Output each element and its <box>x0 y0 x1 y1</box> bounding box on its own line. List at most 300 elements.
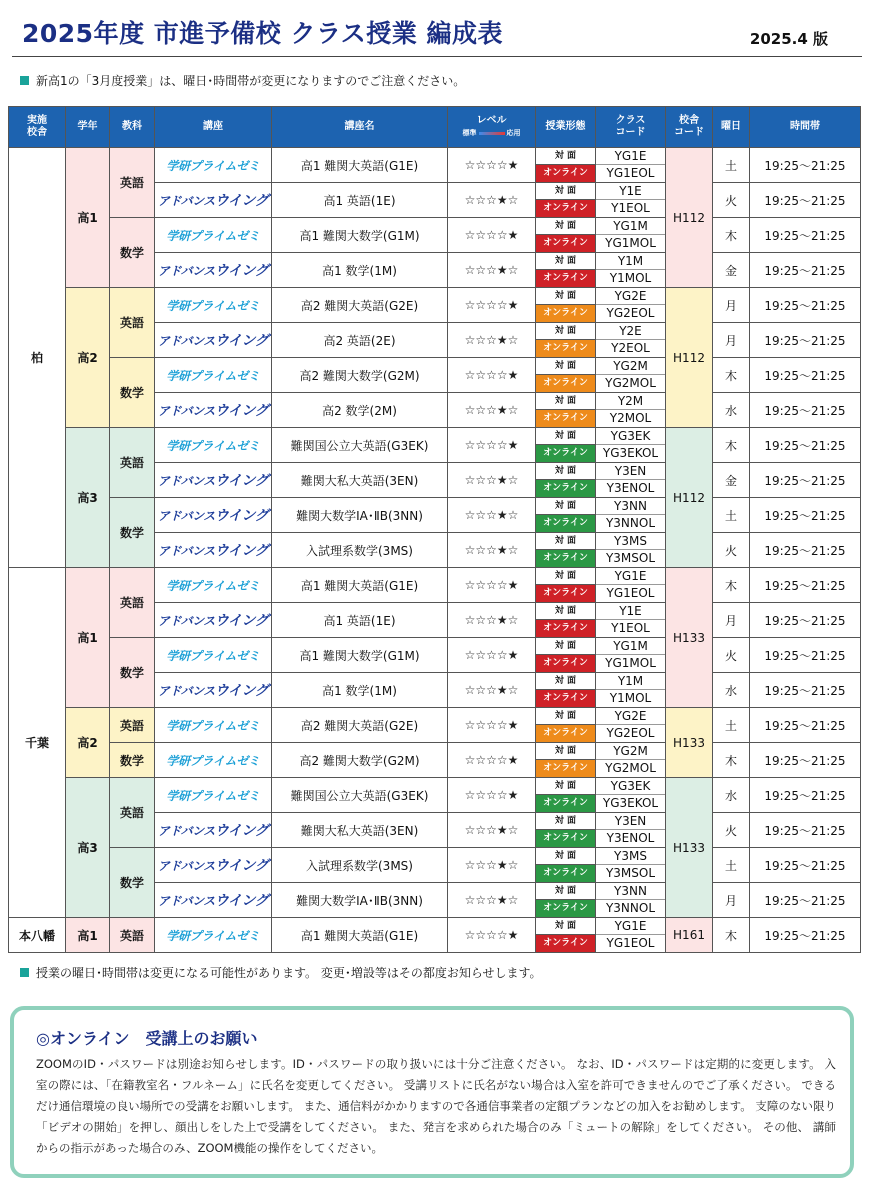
format-cell <box>536 218 596 253</box>
format-face: 対 面 <box>536 253 595 270</box>
campus-cell: 本八幡 <box>9 918 66 953</box>
subject-cell: 数学 <box>110 743 155 778</box>
format-online: オンライン <box>536 585 595 602</box>
class-code-online: YG3EKOL <box>596 795 665 812</box>
prime-zemi-logo: 学研プライムゼミ <box>166 788 260 803</box>
course-name-cell: 高1 難関大数学(G1M) <box>272 218 448 253</box>
class-code-face: YG2E <box>596 288 665 305</box>
campus-code-cell: H112 <box>666 288 713 428</box>
table-row <box>9 778 861 813</box>
class-code-cell <box>596 778 666 813</box>
level-stars: ☆☆☆☆★ <box>448 743 536 778</box>
lecture-brand-cell <box>155 708 272 743</box>
format-online: オンライン <box>536 235 595 252</box>
footer-note-text: 授業の曜日･時間帯は変更になる可能性があります。 変更･増設等はその都度お知らせします。 <box>36 966 542 980</box>
time-cell: 19:25～21:25 <box>750 428 861 463</box>
online-notice-box <box>10 1006 854 1178</box>
class-code-online: Y3ENOL <box>596 830 665 847</box>
subject-cell: 英語 <box>110 778 155 848</box>
class-code-cell <box>596 743 666 778</box>
course-name-cell: 高2 数学(2M) <box>272 393 448 428</box>
course-name-cell: 高2 難関大英語(G2E) <box>272 708 448 743</box>
table-row <box>9 568 861 603</box>
advance-wing-logo: アドバンスウイング <box>157 193 269 209</box>
header-grade: 学年 <box>66 107 110 148</box>
campus-cell: 千葉 <box>9 568 66 918</box>
lecture-brand-cell <box>155 603 272 638</box>
subject-cell: 数学 <box>110 848 155 918</box>
class-code-cell <box>596 358 666 393</box>
format-face: 対 面 <box>536 218 595 235</box>
day-cell: 火 <box>713 183 750 218</box>
time-cell: 19:25～21:25 <box>750 218 861 253</box>
class-code-face: Y1E <box>596 183 665 200</box>
class-code-online: Y3NNOL <box>596 515 665 532</box>
time-cell: 19:25～21:25 <box>750 533 861 568</box>
grade-cell: 高1 <box>66 918 110 953</box>
time-cell: 19:25～21:25 <box>750 813 861 848</box>
day-cell: 月 <box>713 883 750 918</box>
format-online: オンライン <box>536 725 595 742</box>
prime-zemi-logo: 学研プライムゼミ <box>166 753 260 768</box>
format-face: 対 面 <box>536 848 595 865</box>
format-cell <box>536 148 596 183</box>
format-online: オンライン <box>536 620 595 637</box>
subject-cell: 英語 <box>110 708 155 743</box>
class-code-cell <box>596 253 666 288</box>
format-face: 対 面 <box>536 603 595 620</box>
table-row <box>9 288 861 323</box>
format-face: 対 面 <box>536 323 595 340</box>
day-cell: 土 <box>713 848 750 883</box>
format-face: 対 面 <box>536 358 595 375</box>
advance-wing-logo: アドバンスウイング <box>157 333 269 349</box>
class-code-online: Y1MOL <box>596 690 665 707</box>
page-title: 2025年度 市進予備校 クラス授業 編成表 <box>22 19 503 48</box>
course-name-cell: 高1 英語(1E) <box>272 603 448 638</box>
online-notice-title: ◎オンライン 受講上のお願い <box>36 1029 258 1048</box>
format-cell <box>536 743 596 778</box>
advance-wing-logo: アドバンスウイング <box>157 613 269 629</box>
subject-cell: 英語 <box>110 918 155 953</box>
grade-cell: 高2 <box>66 708 110 778</box>
class-code-online: YG3EKOL <box>596 445 665 462</box>
class-code-cell <box>596 918 666 953</box>
lecture-brand-cell <box>155 148 272 183</box>
format-online: オンライン <box>536 515 595 532</box>
class-code-online: Y2EOL <box>596 340 665 357</box>
format-face: 対 面 <box>536 288 595 305</box>
advance-wing-logo: アドバンスウイング <box>157 543 269 559</box>
day-cell: 月 <box>713 603 750 638</box>
class-code-cell <box>596 673 666 708</box>
class-code-cell <box>596 603 666 638</box>
lecture-brand-cell <box>155 253 272 288</box>
lecture-brand-cell <box>155 428 272 463</box>
square-bullet-icon <box>20 968 29 977</box>
class-code-online: YG1EOL <box>596 585 665 602</box>
table-row <box>9 358 861 393</box>
day-cell: 木 <box>713 428 750 463</box>
table-row <box>9 428 861 463</box>
course-name-cell: 高1 数学(1M) <box>272 253 448 288</box>
header-class-code: クラス コード <box>596 107 666 148</box>
day-cell: 火 <box>713 533 750 568</box>
class-code-face: YG3EK <box>596 778 665 795</box>
grade-cell: 高1 <box>66 148 110 288</box>
class-code-face: Y3EN <box>596 463 665 480</box>
header-level: レベル 標準 応用 <box>448 107 536 148</box>
class-code-online: Y3ENOL <box>596 480 665 497</box>
time-cell: 19:25～21:25 <box>750 778 861 813</box>
level-stars: ☆☆☆★☆ <box>448 393 536 428</box>
class-code-face: YG1E <box>596 918 665 935</box>
format-cell <box>536 673 596 708</box>
day-cell: 水 <box>713 778 750 813</box>
day-cell: 月 <box>713 323 750 358</box>
header-subject: 教科 <box>110 107 155 148</box>
day-cell: 火 <box>713 638 750 673</box>
class-code-face: Y1E <box>596 603 665 620</box>
class-code-face: Y1M <box>596 253 665 270</box>
subject-cell: 数学 <box>110 358 155 428</box>
advance-wing-logo: アドバンスウイング <box>157 403 269 419</box>
notice <box>20 72 465 89</box>
class-code-online: YG1EOL <box>596 935 665 952</box>
format-face: 対 面 <box>536 498 595 515</box>
course-name-cell: 高2 難関大英語(G2E) <box>272 288 448 323</box>
campus-code-cell: H112 <box>666 428 713 568</box>
format-face: 対 面 <box>536 568 595 585</box>
course-name-cell: 高2 英語(2E) <box>272 323 448 358</box>
level-stars: ☆☆☆☆★ <box>448 428 536 463</box>
advance-wing-logo: アドバンスウイング <box>157 473 269 489</box>
prime-zemi-logo: 学研プライムゼミ <box>166 438 260 453</box>
format-online: オンライン <box>536 935 595 952</box>
level-stars: ☆☆☆★☆ <box>448 463 536 498</box>
time-cell: 19:25～21:25 <box>750 288 861 323</box>
class-code-online: Y2MOL <box>596 410 665 427</box>
advance-wing-logo: アドバンスウイング <box>157 508 269 524</box>
course-name-cell: 高1 難関大数学(G1M) <box>272 638 448 673</box>
table-row <box>9 638 861 673</box>
time-cell: 19:25～21:25 <box>750 708 861 743</box>
format-face: 対 面 <box>536 813 595 830</box>
course-name-cell: 難関国公立大英語(G3EK) <box>272 428 448 463</box>
format-cell <box>536 918 596 953</box>
format-cell <box>536 288 596 323</box>
class-code-cell <box>596 883 666 918</box>
header-campus: 実施 校舎 <box>9 107 66 148</box>
class-code-cell <box>596 533 666 568</box>
format-online: オンライン <box>536 410 595 427</box>
format-cell <box>536 253 596 288</box>
day-cell: 火 <box>713 813 750 848</box>
lecture-brand-cell <box>155 183 272 218</box>
format-face: 対 面 <box>536 778 595 795</box>
course-name-cell: 高1 数学(1M) <box>272 673 448 708</box>
level-stars: ☆☆☆☆★ <box>448 568 536 603</box>
format-face: 対 面 <box>536 918 595 935</box>
class-code-cell <box>596 708 666 743</box>
class-code-online: YG2MOL <box>596 760 665 777</box>
level-stars: ☆☆☆☆★ <box>448 358 536 393</box>
format-online: オンライン <box>536 550 595 567</box>
lecture-brand-cell <box>155 813 272 848</box>
class-code-face: YG3EK <box>596 428 665 445</box>
class-code-face: YG2M <box>596 358 665 375</box>
class-code-face: YG1M <box>596 638 665 655</box>
subject-cell: 英語 <box>110 288 155 358</box>
subject-cell: 数学 <box>110 638 155 708</box>
format-face: 対 面 <box>536 743 595 760</box>
class-code-online: Y1EOL <box>596 620 665 637</box>
course-name-cell: 難関大数学ⅠA･ⅡB(3NN) <box>272 498 448 533</box>
class-code-online: Y1MOL <box>596 270 665 287</box>
format-face: 対 面 <box>536 883 595 900</box>
format-cell <box>536 603 596 638</box>
advance-wing-logo: アドバンスウイング <box>157 263 269 279</box>
class-code-cell <box>596 428 666 463</box>
prime-zemi-logo: 学研プライムゼミ <box>166 578 260 593</box>
grade-cell: 高1 <box>66 568 110 708</box>
format-online: オンライン <box>536 445 595 462</box>
format-face: 対 面 <box>536 673 595 690</box>
day-cell: 木 <box>713 358 750 393</box>
schedule-table <box>8 106 861 953</box>
subject-cell: 数学 <box>110 218 155 288</box>
day-cell: 木 <box>713 743 750 778</box>
day-cell: 金 <box>713 463 750 498</box>
class-code-cell <box>596 288 666 323</box>
campus-code-cell: H112 <box>666 148 713 288</box>
class-code-face: YG1E <box>596 148 665 165</box>
table-row <box>9 743 861 778</box>
prime-zemi-logo: 学研プライムゼミ <box>166 298 260 313</box>
format-cell <box>536 568 596 603</box>
format-cell <box>536 848 596 883</box>
format-online: オンライン <box>536 200 595 217</box>
time-cell: 19:25～21:25 <box>750 323 861 358</box>
class-code-online: Y3NNOL <box>596 900 665 917</box>
table-row <box>9 918 861 953</box>
day-cell: 木 <box>713 918 750 953</box>
lecture-brand-cell <box>155 883 272 918</box>
format-online: オンライン <box>536 270 595 287</box>
advance-wing-logo: アドバンスウイング <box>157 823 269 839</box>
format-cell <box>536 183 596 218</box>
class-code-online: Y1EOL <box>596 200 665 217</box>
class-code-cell <box>596 813 666 848</box>
course-name-cell: 入試理系数学(3MS) <box>272 533 448 568</box>
format-online: オンライン <box>536 760 595 777</box>
level-stars: ☆☆☆☆★ <box>448 148 536 183</box>
class-code-cell <box>596 218 666 253</box>
table-row <box>9 848 861 883</box>
level-stars: ☆☆☆☆★ <box>448 288 536 323</box>
online-notice-body: ZOOMのID・パスワードは別途お知らせします。ID・パスワードの取り扱いには十分ご注意ください。 なお、ID・パスワードは定期的に変更します。 入室の際には、「在籍教室名・フルネーム」に氏名を変更してください。 受講リストに氏名がない場合は入室を許可できませんのでご了承ください。 できるだけ通信環境の良い場所での受講をお願いします。 また、通信料がかかりますので各通信事業者の定額プランなどの加入をお勧めします。 支障のない限り「ビデオの開始」を押し、顔出しをした上で受講をしてください。 また、発言を求められた場合のみ「ミュートの解除」をしてください。 その他、 講師からの指示があった場合のみ、ZOOM機能の操作をしてください。 <box>36 1057 836 1155</box>
level-stars: ☆☆☆★☆ <box>448 673 536 708</box>
day-cell: 木 <box>713 568 750 603</box>
lecture-brand-cell <box>155 463 272 498</box>
level-stars: ☆☆☆☆★ <box>448 778 536 813</box>
day-cell: 金 <box>713 253 750 288</box>
grade-cell: 高2 <box>66 288 110 428</box>
class-code-cell <box>596 183 666 218</box>
lecture-brand-cell <box>155 393 272 428</box>
format-online: オンライン <box>536 865 595 882</box>
day-cell: 水 <box>713 393 750 428</box>
format-cell <box>536 323 596 358</box>
grade-cell: 高3 <box>66 428 110 568</box>
class-code-face: Y2E <box>596 323 665 340</box>
course-name-cell: 高1 英語(1E) <box>272 183 448 218</box>
subject-cell: 英語 <box>110 148 155 218</box>
format-face: 対 面 <box>536 428 595 445</box>
lecture-brand-cell <box>155 533 272 568</box>
table-header-row <box>9 107 861 148</box>
time-cell: 19:25～21:25 <box>750 848 861 883</box>
format-cell <box>536 393 596 428</box>
day-cell: 木 <box>713 218 750 253</box>
day-cell: 土 <box>713 498 750 533</box>
table-row <box>9 218 861 253</box>
table-row <box>9 708 861 743</box>
advance-wing-logo: アドバンスウイング <box>157 893 269 909</box>
format-cell <box>536 428 596 463</box>
time-cell: 19:25～21:25 <box>750 498 861 533</box>
format-online: オンライン <box>536 165 595 182</box>
prime-zemi-logo: 学研プライムゼミ <box>166 228 260 243</box>
format-cell <box>536 463 596 498</box>
footer-note <box>20 964 542 981</box>
class-code-online: YG1MOL <box>596 655 665 672</box>
level-stars: ☆☆☆★☆ <box>448 498 536 533</box>
format-face: 対 面 <box>536 708 595 725</box>
class-code-face: Y3MS <box>596 533 665 550</box>
day-cell: 土 <box>713 708 750 743</box>
class-code-face: Y1M <box>596 673 665 690</box>
level-stars: ☆☆☆★☆ <box>448 253 536 288</box>
subject-cell: 英語 <box>110 568 155 638</box>
format-cell <box>536 778 596 813</box>
format-online: オンライン <box>536 795 595 812</box>
format-face: 対 面 <box>536 533 595 550</box>
class-code-online: YG1MOL <box>596 235 665 252</box>
format-face: 対 面 <box>536 183 595 200</box>
class-code-cell <box>596 848 666 883</box>
level-stars: ☆☆☆☆★ <box>448 638 536 673</box>
notice-text: 新高1の「3月度授業」は、曜日･時間帯が変更になりますのでご注意ください。 <box>36 74 466 88</box>
format-online: オンライン <box>536 480 595 497</box>
lecture-brand-cell <box>155 918 272 953</box>
campus-code-cell: H133 <box>666 778 713 918</box>
class-code-cell <box>596 148 666 183</box>
lecture-brand-cell <box>155 638 272 673</box>
class-code-face: YG2E <box>596 708 665 725</box>
grade-cell: 高3 <box>66 778 110 918</box>
class-code-face: YG1M <box>596 218 665 235</box>
format-cell <box>536 883 596 918</box>
course-name-cell: 高1 難関大英語(G1E) <box>272 568 448 603</box>
lecture-brand-cell <box>155 358 272 393</box>
course-name-cell: 難関大私大英語(3EN) <box>272 813 448 848</box>
header-format: 授業形態 <box>536 107 596 148</box>
lecture-brand-cell <box>155 498 272 533</box>
campus-cell: 柏 <box>9 148 66 568</box>
campus-code-cell: H133 <box>666 708 713 778</box>
level-stars: ☆☆☆★☆ <box>448 533 536 568</box>
format-online: オンライン <box>536 900 595 917</box>
lecture-brand-cell <box>155 323 272 358</box>
time-cell: 19:25～21:25 <box>750 358 861 393</box>
prime-zemi-logo: 学研プライムゼミ <box>166 718 260 733</box>
prime-zemi-logo: 学研プライムゼミ <box>166 158 260 173</box>
prime-zemi-logo: 学研プライムゼミ <box>166 648 260 663</box>
table-row <box>9 498 861 533</box>
campus-code-cell: H133 <box>666 568 713 708</box>
format-face: 対 面 <box>536 638 595 655</box>
format-face: 対 面 <box>536 463 595 480</box>
day-cell: 月 <box>713 288 750 323</box>
campus-code-cell: H161 <box>666 918 713 953</box>
format-cell <box>536 533 596 568</box>
class-code-face: Y2M <box>596 393 665 410</box>
header-day: 曜日 <box>713 107 750 148</box>
course-name-cell: 難関国公立大英語(G3EK) <box>272 778 448 813</box>
format-face: 対 面 <box>536 393 595 410</box>
class-code-online: YG2MOL <box>596 375 665 392</box>
class-code-face: YG1E <box>596 568 665 585</box>
time-cell: 19:25～21:25 <box>750 393 861 428</box>
lecture-brand-cell <box>155 673 272 708</box>
header-time: 時間帯 <box>750 107 861 148</box>
class-code-online: Y3MSOL <box>596 550 665 567</box>
edition-label: 2025.4 版 <box>749 30 828 48</box>
time-cell: 19:25～21:25 <box>750 918 861 953</box>
day-cell: 土 <box>713 148 750 183</box>
time-cell: 19:25～21:25 <box>750 638 861 673</box>
class-code-online: YG1EOL <box>596 165 665 182</box>
class-code-cell <box>596 323 666 358</box>
format-online: オンライン <box>536 305 595 322</box>
lecture-brand-cell <box>155 848 272 883</box>
format-cell <box>536 498 596 533</box>
class-code-online: Y3MSOL <box>596 865 665 882</box>
time-cell: 19:25～21:25 <box>750 673 861 708</box>
class-code-face: Y3MS <box>596 848 665 865</box>
class-code-online: YG2EOL <box>596 305 665 322</box>
lecture-brand-cell <box>155 743 272 778</box>
prime-zemi-logo: 学研プライムゼミ <box>166 368 260 383</box>
course-name-cell: 難関大私大英語(3EN) <box>272 463 448 498</box>
subject-cell: 英語 <box>110 428 155 498</box>
time-cell: 19:25～21:25 <box>750 148 861 183</box>
level-stars: ☆☆☆★☆ <box>448 883 536 918</box>
level-stars: ☆☆☆★☆ <box>448 603 536 638</box>
level-stars: ☆☆☆☆★ <box>448 708 536 743</box>
advance-wing-logo: アドバンスウイング <box>157 858 269 874</box>
course-name-cell: 高2 難関大数学(G2M) <box>272 358 448 393</box>
format-online: オンライン <box>536 690 595 707</box>
lecture-brand-cell <box>155 778 272 813</box>
level-stars: ☆☆☆☆★ <box>448 218 536 253</box>
level-stars: ☆☆☆☆★ <box>448 918 536 953</box>
class-code-online: YG2EOL <box>596 725 665 742</box>
format-online: オンライン <box>536 375 595 392</box>
time-cell: 19:25～21:25 <box>750 883 861 918</box>
format-cell <box>536 638 596 673</box>
